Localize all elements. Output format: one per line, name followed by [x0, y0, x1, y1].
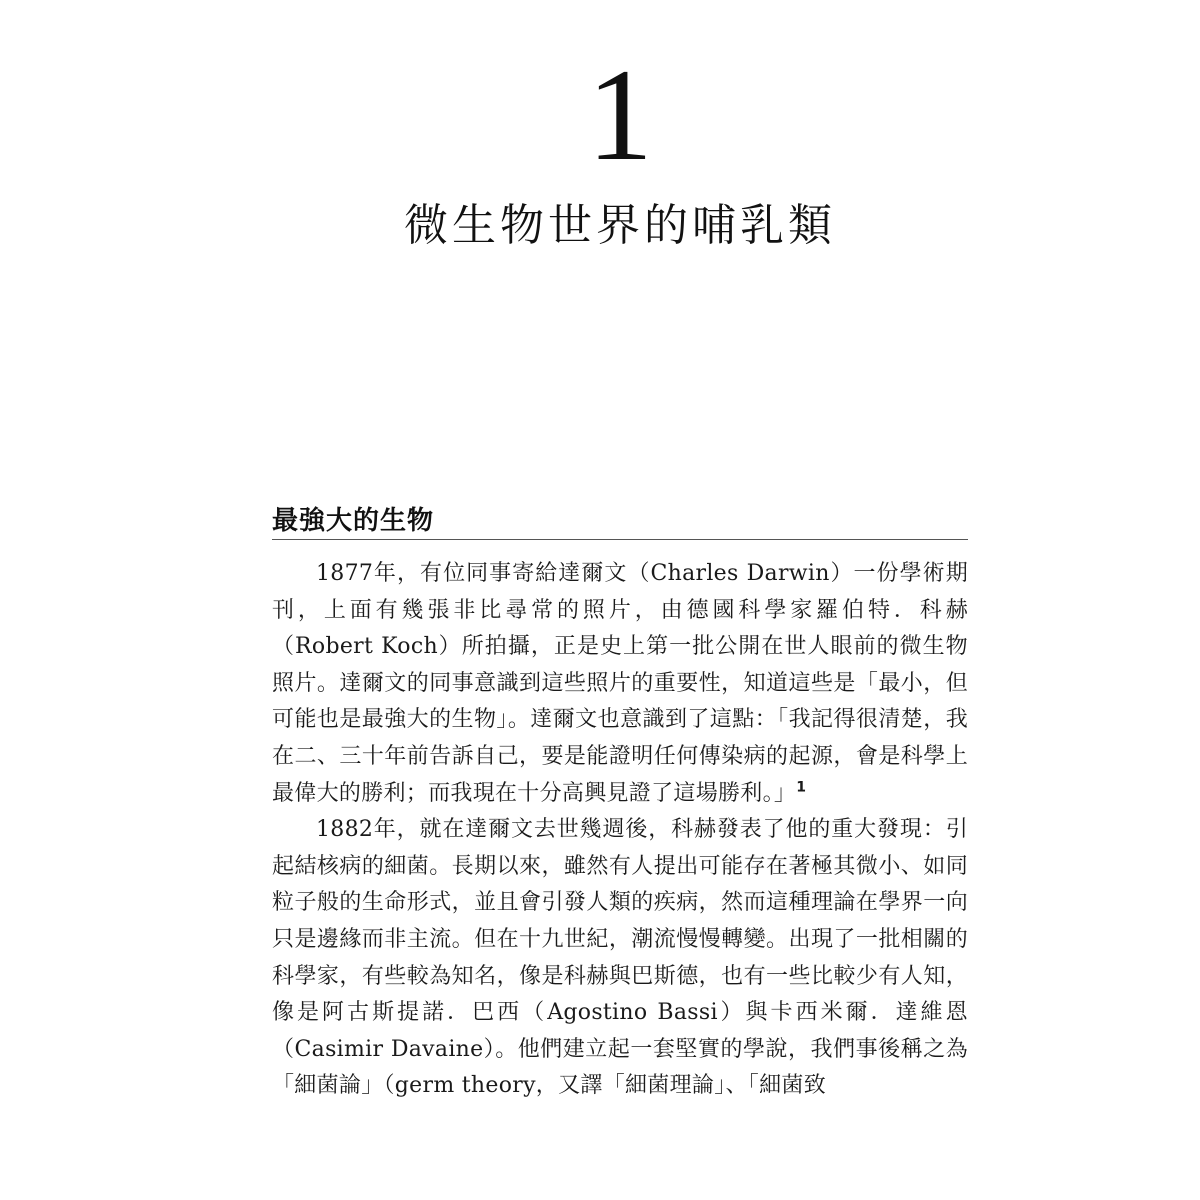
paragraph-2-text: 1882年，就在達爾文去世幾週後，科赫發表了他的重大發現：引起結核病的細菌。長期以來，雖然有人提出可能存在著極其微小、如同粒子般的生命形式，並且會引發人類的疾病，然而這種理論在學界一向只是邊緣而非主流。但在十九世紀，潮流慢慢轉變。出現了一批相關的科學家，有些較為知名，像是科赫與巴斯德，也有一些比較少有人知，像是阿古斯提諾．巴西（Agostino Bassi）與卡西米爾．達維恩（Casimir Davaine）。他們建立起一套堅實的學說，我們事後稱之為「細菌論」（germ theory，又譯「細菌理論」、「細菌致 — [272, 817, 968, 1099]
body-text — [272, 556, 968, 1105]
paragraph-1 — [272, 556, 968, 812]
chapter-number: 1 — [587, 41, 653, 188]
section-heading: 最強大的生物 — [272, 506, 435, 536]
footnote-reference[interactable]: 1 — [796, 779, 807, 796]
chapter-title: 微生物世界的哺乳類 — [404, 200, 836, 251]
paragraph-1-text: 1877年，有位同事寄給達爾文（Charles Darwin）一份學術期刊，上面有幾張非比尋常的照片，由德國科學家羅伯特．科赫（Robert Koch）所拍攝，正是史上第一批公開在世人眼前的微生物照片。達爾文的同事意識到這些照片的重要性，知道這些是「最小，但可能也是最強大的生物」。達爾文也意識到了這點：「我記得很清楚，我在二、三十年前告訴自己，要是能證明任何傳染病的起源，會是科學上最偉大的勝利；而我現在十分高興見證了這場勝利。」 — [272, 561, 968, 806]
section-divider — [272, 539, 968, 540]
paragraph-2 — [272, 812, 968, 1105]
